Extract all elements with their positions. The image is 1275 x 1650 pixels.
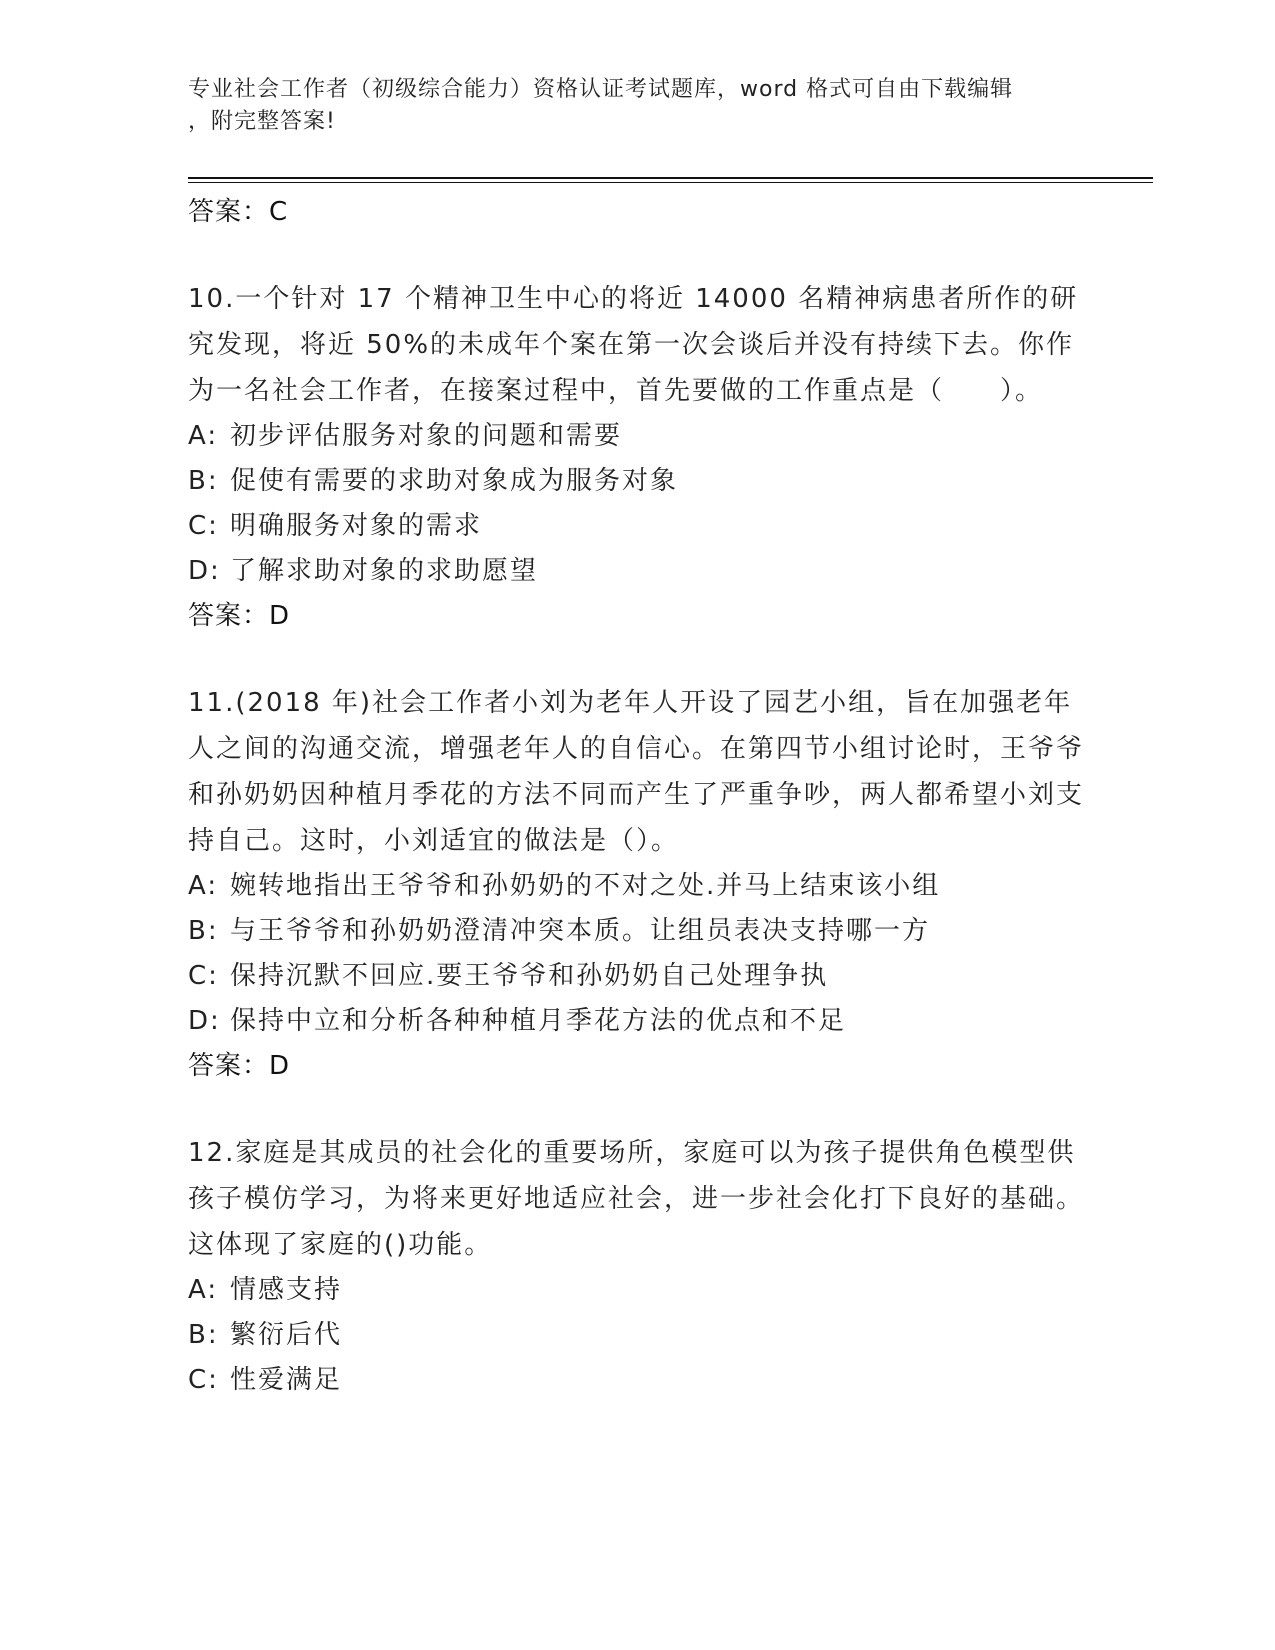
- option-letter: A:: [188, 421, 219, 451]
- question-stem: 11.(2018 年)社会工作者小刘为老年人开设了园艺小组，旨在加强老年人之间的沟通交流，增强老年人的自信心。在第四节小组讨论时，王爷爷和孙奶奶因种植月季花的方法不同而产生了严重争吵，两人都希望小刘支持自己。这时，小刘适宜的做法是（）。: [188, 688, 1085, 856]
- option-text: 繁衍后代: [230, 1320, 343, 1350]
- previous-answer: 答案：C: [188, 197, 289, 227]
- option-text: 性爱满足: [230, 1365, 343, 1395]
- option-text: 明确服务对象的需求: [230, 511, 483, 541]
- option-letter: B:: [188, 466, 219, 496]
- option-text: 保持中立和分析各种种植月季花方法的优点和不足: [230, 1006, 847, 1036]
- option-c: [188, 954, 1088, 999]
- option-text: 婉转地指出王爷爷和孙奶奶的不对之处.并马上结束该小组: [230, 871, 941, 901]
- option-letter: A:: [188, 871, 219, 901]
- option-letter: A:: [188, 1275, 219, 1305]
- option-a: [188, 414, 1088, 459]
- option-c: [188, 1358, 1088, 1403]
- option-text: 促使有需要的求助对象成为服务对象: [230, 466, 679, 496]
- option-text: 情感支持: [230, 1275, 343, 1305]
- option-letter: C:: [188, 1365, 219, 1395]
- option-a: [188, 1268, 1088, 1313]
- option-text: 初步评估服务对象的问题和需要: [230, 421, 623, 451]
- option-letter: C:: [188, 961, 219, 991]
- option-b: [188, 909, 1088, 954]
- option-text: 保持沉默不回应.要王爷爷和孙奶奶自己处理争执: [230, 961, 829, 991]
- option-b: [188, 459, 1088, 504]
- question-12: [188, 1130, 1088, 1403]
- question-list: [188, 190, 1088, 1403]
- answer: 答案：D: [188, 601, 291, 631]
- answer: 答案：D: [188, 1051, 291, 1081]
- option-d: [188, 549, 1088, 594]
- header-line-2: ，附完整答案!: [188, 109, 336, 134]
- option-letter: C:: [188, 511, 219, 541]
- option-a: [188, 864, 1088, 909]
- document-header: [188, 74, 1068, 138]
- option-letter: D:: [188, 556, 221, 586]
- option-b: [188, 1313, 1088, 1358]
- option-letter: D:: [188, 1006, 221, 1036]
- question-10: [188, 276, 1088, 638]
- header-line-1: 专业社会工作者（初级综合能力）资格认证考试题库，word 格式可自由下载编辑: [188, 77, 1014, 102]
- question-stem: 12.家庭是其成员的社会化的重要场所，家庭可以为孩子提供角色模型供孩子模仿学习，为将来更好地适应社会，进一步社会化打下良好的基础。这体现了家庭的()功能。: [188, 1138, 1085, 1260]
- option-text: 了解求助对象的求助愿望: [230, 556, 539, 586]
- option-letter: B:: [188, 1320, 219, 1350]
- header-divider-thin: [188, 182, 1153, 183]
- question-stem: 10.一个针对 17 个精神卫生中心的将近 14000 名精神病患者所作的研究发现，将近 50%的未成年个案在第一次会谈后并没有持续下去。你作为一名社会工作者，在接案过程中，首先要做的工作重点是（ ）。: [188, 284, 1079, 406]
- option-c: [188, 504, 1088, 549]
- option-letter: B:: [188, 916, 219, 946]
- option-d: [188, 999, 1088, 1044]
- option-text: 与王爷爷和孙奶奶澄清冲突本质。让组员表决支持哪一方: [230, 916, 931, 946]
- question-11: [188, 680, 1088, 1088]
- header-divider-thick: [188, 177, 1153, 179]
